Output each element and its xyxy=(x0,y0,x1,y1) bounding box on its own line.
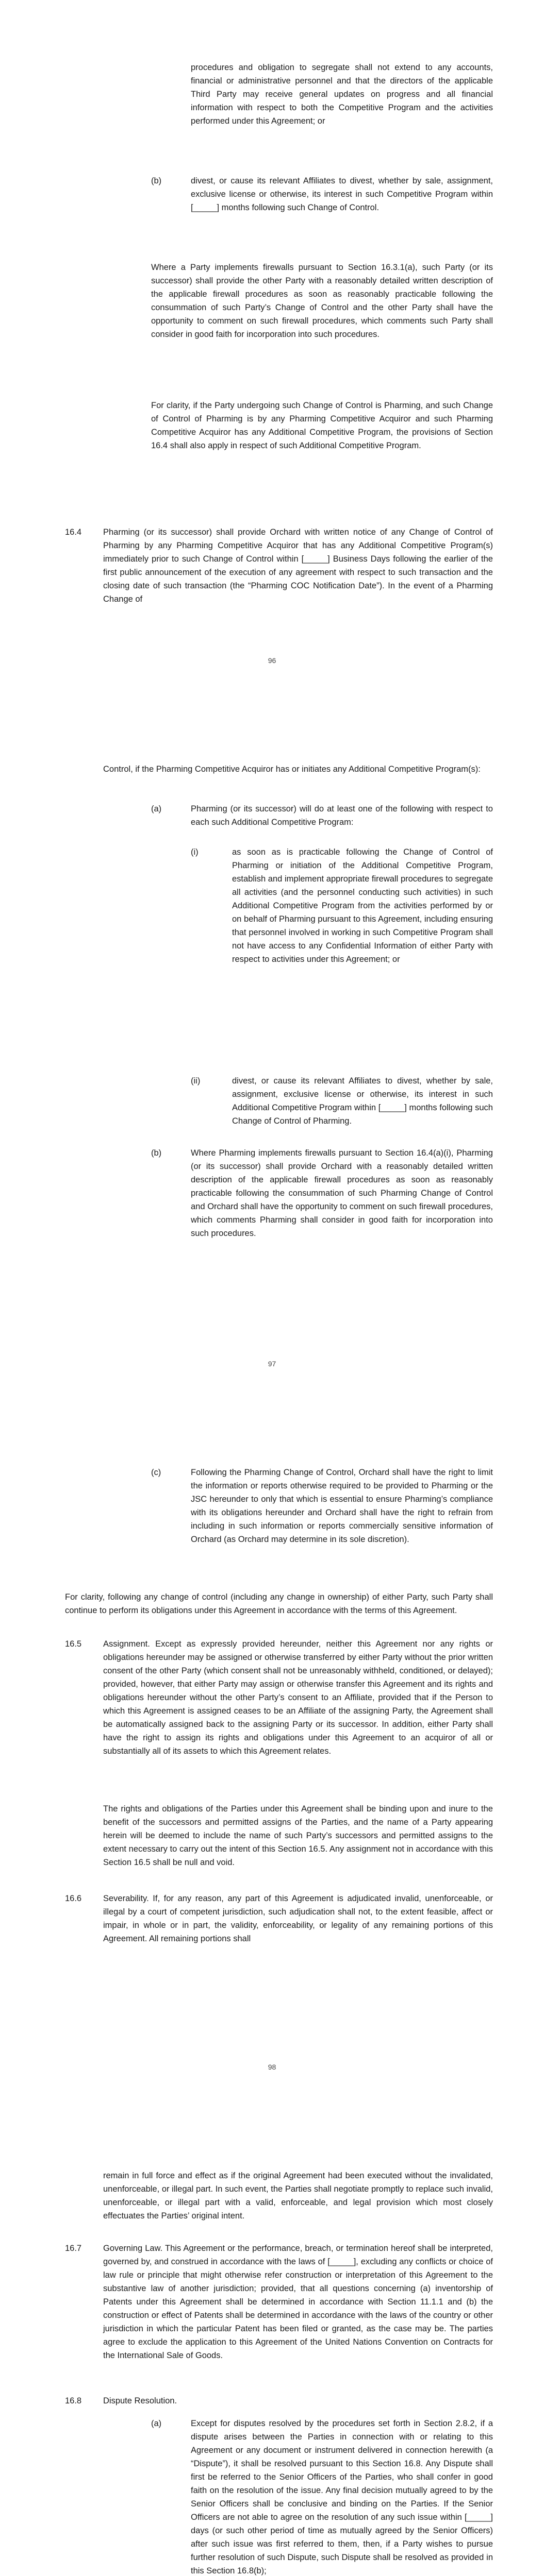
clause-a-label: (a) xyxy=(151,2419,162,2428)
clause-16-8-a-text: Except for disputes resolved by the procedures set forth in Section 2.8.2, if a dispute arises between the Parties in connection with or relating to this Agreement or any document or instrument delivered in connection herewith (a “Dispute”), it shall be resolved pursuant to this Section 16.8. Any Dispute shall first be referred to the Senior Officers of the Parties, who shall confer in good faith on the resolution of the issue. Any final decision mutually agreed to by the Senior Officers shall be conclusive and binding on the Parties. If the Senior Officers are not able to agree on the resolution of any such issue within [_____] days (or such other period of time as mutually agreed by the Senior Officers) after such issue was first referred to them, then, if a Party wishes to pursue further resolution of such Dispute, such Dispute shall be resolved as provided in this Section 16.8(b); xyxy=(191,2419,493,2575)
clause-c-label: (c) xyxy=(151,1468,161,1477)
page-number: 98 xyxy=(268,2063,276,2071)
section-16-3-1-a-continuation: procedures and obligation to segregate shall not extend to any accounts, financial or administrative personnel and that the directors of the applicable Third Party may receive general updates on progress and all financial information with respect to both the Competitive Program and the activities performed under this Agreement; or xyxy=(191,63,493,126)
clause-16-4-b-text: Where Pharming implements firewalls pursuant to Section 16.4(a)(i), Pharming (or its successor) shall provide Orchard with a reasonably detailed written description of the applicable firewall procedures as soon as reasonably practicable following the consummation of such Pharming Change of Control and Orchard shall have the opportunity to comment on such firewall procedures, which comments Pharming shall consider in good faith for incorporation into such procedures. xyxy=(191,1148,493,1238)
clause-i-label: (i) xyxy=(191,848,199,857)
section-16-4-continuation: Control, if the Pharming Competitive Acquiror has or initiates any Additional Competitive Program(s): xyxy=(103,765,481,774)
clause-b-label: (b) xyxy=(151,176,162,185)
section-16-4-number: 16.4 xyxy=(65,528,82,537)
clarity-paragraph: For clarity, if the Party undergoing such Change of Control is Pharming, and such Change of Control of Pharming is by any Pharming Competitive Acquiror and such Pharming Competitive Acquiror has any Additional Competitive Program, the provisions of Section 16.4 shall also apply in respect of such Additional Competitive Program. xyxy=(151,401,493,450)
section-16-5-number: 16.5 xyxy=(65,1639,82,1649)
section-16-5-successors-paragraph: The rights and obligations of the Parties under this Agreement shall be binding upon and inure to the benefit of the successors and permitted assigns of the Parties, and the name of a Party appearing herein will be deemed to include the name of such Party’s successors and permitted assigns to the extent necessary to carry out the intent of this Section 16.5. Any assignment not in accordance with this Section 16.5 shall be null and void. xyxy=(103,1804,493,1867)
section-16-6-number: 16.6 xyxy=(65,1894,82,1903)
document-page-96 xyxy=(0,0,544,703)
clause-16-4-c-text: Following the Pharming Change of Control, Orchard shall have the right to limit the information or reports otherwise required to be provided to Pharming or the JSC hereunder to only that which is essential to ensure Pharming’s compliance with its obligations hereunder and Orchard shall have the right to refrain from including in such information or reports commercially sensitive information of Orchard (as Orchard may determine in its sole discretion). xyxy=(191,1468,493,1544)
page-number: 96 xyxy=(268,656,276,665)
document-page-98 xyxy=(0,1406,544,2110)
firewall-description-paragraph: Where a Party implements firewalls pursuant to Section 16.3.1(a), such Party (or its successor) shall provide the other Party with a reasonably detailed written description of the applicable firewall procedures as soon as reasonably practicable following the consummation of such Party’s Change of Control and the other Party shall have the opportunity to comment on such firewall procedures, which comments such Party shall consider in good faith for incorporation into such procedures. xyxy=(151,263,493,339)
section-16-8-number: 16.8 xyxy=(65,2396,82,2405)
clause-b-label: (b) xyxy=(151,1148,162,1158)
document-page-99 xyxy=(0,2110,544,2576)
section-16-6-severability-text: Severability. If, for any reason, any part of this Agreement is adjudicated invalid, unenforceable, or illegal by a court of competent jurisdiction, such adjudication shall not, to the extent feasible, affect or impair, in whole or in part, the validity, enforceability, or legality of any remaining portions of this Agreement. All remaining portions shall xyxy=(103,1894,493,1943)
clause-16-3-1-b-text: divest, or cause its relevant Affiliates to divest, whether by sale, assignment, exclusive license or otherwise, its interest in such Competitive Program within [_____] months following such Change of Control. xyxy=(191,176,493,212)
section-16-5-assignment-text: Assignment. Except as expressly provided hereunder, neither this Agreement nor any rights or obligations hereunder may be assigned or otherwise transferred by either Party without the prior written consent of the other Party (which consent shall not be unreasonably withheld, conditioned, or delayed); provided, however, that either Party may assign or otherwise transfer this Agreement and its rights and obligations hereunder without the other Party’s consent to an Affiliate, provided that if the Person to which this Agreement is assigned ceases to be an Affiliate of the assigning Party, the Agreement shall be automatically assigned back to the assigning Party or its successor. In addition, either Party shall have the right to assign its rights and obligations under this Agreement to an acquiror of all or substantially all of its assets to which this Agreement relates. xyxy=(103,1639,493,1756)
section-16-7-governing-law-text: Governing Law. This Agreement or the performance, breach, or termination hereof shall be interpreted, governed by, and construed in accordance with the laws of [_____], excluding any conflicts or choice of law rule or principle that might otherwise refer construction or interpretation of this Agreement to the substantive law of another jurisdiction; provided, that all questions concerning (a) inventorship of Patents under this Agreement shall be determined in accordance with Section 11.1.1 and (b) the construction or effect of Patents shall be determined in accordance with the laws of the country or other jurisdiction in which the particular Patent has been filed or granted, as the case may be. The parties agree to exclude the application to this Agreement of the United Nations Convention on Contracts for the International Sale of Goods. xyxy=(103,2244,493,2360)
document-page-97 xyxy=(0,703,544,1406)
page-number: 97 xyxy=(268,1360,276,1368)
clause-16-4-a-text: Pharming (or its successor) will do at least one of the following with respect to each such Additional Competitive Program: xyxy=(191,804,493,827)
clause-16-4-a-i-text: as soon as is practicable following the Change of Control of Pharming or initiation of the Additional Competitive Program, establish and implement appropriate firewall procedures to segregate all activities (and the personnel conducting such activities) in such Additional Competitive Program from the activities performed by or on behalf of Pharming pursuant to this Agreement, including ensuring that personnel involved in working in such Competitive Program shall not have access to any Confidential Information of either Party with respect to activities under this Agreement; or xyxy=(232,848,493,964)
section-16-8-title: Dispute Resolution. xyxy=(103,2396,177,2405)
change-of-control-clarity-paragraph: For clarity, following any change of control (including any change in ownership) of either Party, such Party shall continue to perform its obligations under this Agreement in accordance with the terms of this Agreement. xyxy=(65,1592,493,1615)
section-16-4-text: Pharming (or its successor) shall provide Orchard with written notice of any Change of Control of Pharming by any Pharming Competitive Acquiror that has any Additional Competitive Program(s) immediately prior to such Change of Control within [_____] Business Days following the earlier of the first public announcement of the execution of any agreement with respect to such transaction and the closing date of such transaction (the “Pharming COC Notification Date”). In the event of a Pharming Change of xyxy=(103,528,493,604)
section-16-6-continuation: remain in full force and effect as if the original Agreement had been executed without the invalidated, unenforceable, or illegal part. In such event, the Parties shall negotiate promptly to replace such invalid, unenforceable, or illegal part with a valid, enforceable, and legal provision which most closely effectuates the Parties’ original intent. xyxy=(103,2171,493,2221)
clause-a-label: (a) xyxy=(151,804,162,814)
clause-16-4-a-ii-text: divest, or cause its relevant Affiliates to divest, whether by sale, assignment, exclusive license or otherwise, its interest in such Additional Competitive Program within [_____] months following such Change of Control of Pharming. xyxy=(232,1076,493,1126)
section-16-7-number: 16.7 xyxy=(65,2244,82,2253)
clause-ii-label: (ii) xyxy=(191,1076,201,1086)
